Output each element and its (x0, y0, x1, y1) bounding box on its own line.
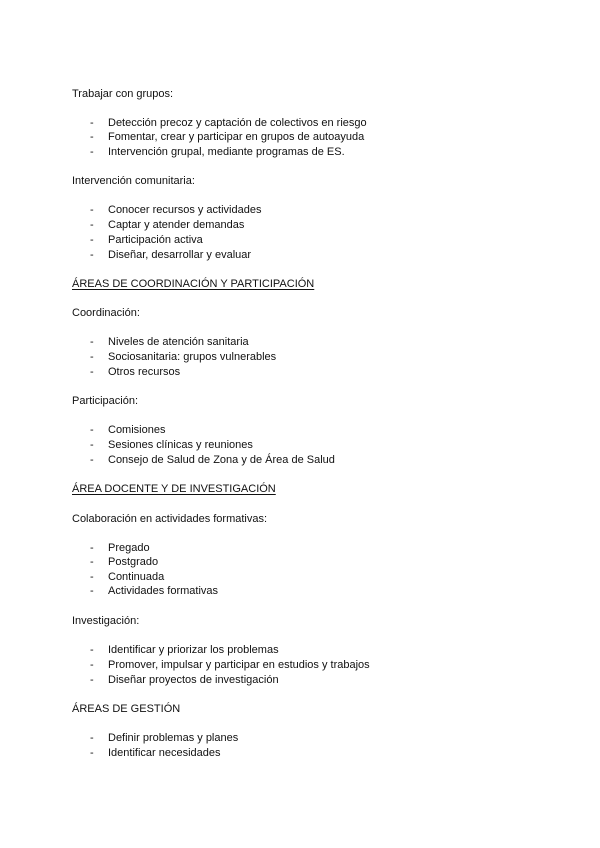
bullet-dash: - (90, 659, 94, 671)
list-item: Intervención grupal, mediante programas de ES. (108, 146, 345, 158)
list-item: Sociosanitaria: grupos vulnerables (108, 351, 277, 363)
bullet-dash: - (90, 366, 94, 378)
list-item: Identificar necesidades (108, 747, 221, 759)
bullet-dash: - (90, 336, 94, 348)
bullet-dash: - (90, 146, 94, 158)
bullet-dash: - (90, 556, 94, 568)
bullet-dash: - (90, 117, 94, 129)
bullet-dash: - (90, 454, 94, 466)
list-item: Diseñar proyectos de investigación (108, 674, 279, 686)
section-heading: Participación: (72, 395, 139, 407)
bullet-dash: - (90, 424, 94, 436)
list-item: Actividades formativas (108, 585, 219, 597)
section-heading: Intervención comunitaria: (72, 175, 195, 187)
bullet-dash: - (90, 644, 94, 656)
list-item: Conocer recursos y actividades (108, 204, 262, 216)
bullet-dash: - (90, 439, 94, 451)
section-heading: Coordinación: (72, 307, 140, 319)
bullet-dash: - (90, 219, 94, 231)
bullet-dash: - (90, 249, 94, 261)
list-item: Comisiones (108, 424, 166, 436)
bullet-dash: - (90, 732, 94, 744)
section-heading: Investigación: (72, 615, 140, 627)
bullet-dash: - (90, 234, 94, 246)
list-item: Pregado (108, 542, 150, 554)
section-title: ÁREA DOCENTE Y DE INVESTIGACIÓN (72, 483, 276, 495)
section-heading: Trabajar con grupos: (72, 88, 174, 100)
bullet-dash: - (90, 571, 94, 583)
bullet-dash: - (90, 204, 94, 216)
list-item: Niveles de atención sanitaria (108, 336, 249, 348)
bullet-dash: - (90, 585, 94, 597)
list-item: Sesiones clínicas y reuniones (108, 439, 253, 451)
list-item: Fomentar, crear y participar en grupos de autoayuda (108, 131, 365, 143)
list-item: Otros recursos (108, 366, 181, 378)
bullet-dash: - (90, 351, 94, 363)
bullet-dash: - (90, 747, 94, 759)
list-item: Diseñar, desarrollar y evaluar (108, 249, 252, 261)
bullet-dash: - (90, 542, 94, 554)
list-item: Postgrado (108, 556, 159, 568)
section-heading: Colaboración en actividades formativas: (72, 513, 268, 525)
list-item: Identificar y priorizar los problemas (108, 644, 279, 656)
list-item: Captar y atender demandas (108, 219, 245, 231)
bullet-dash: - (90, 674, 94, 686)
section-title: ÁREAS DE GESTIÓN (72, 703, 181, 715)
list-item: Consejo de Salud de Zona y de Área de Salud (108, 454, 335, 466)
bullet-dash: - (90, 131, 94, 143)
list-item: Detección precoz y captación de colectivos en riesgo (108, 117, 367, 129)
section-title: ÁREAS DE COORDINACIÓN Y PARTICIPACIÓN (72, 278, 315, 290)
list-item: Continuada (108, 571, 165, 583)
list-item: Definir problemas y planes (108, 732, 239, 744)
list-item: Promover, impulsar y participar en estudios y trabajos (108, 659, 370, 671)
list-item: Participación activa (108, 234, 203, 246)
